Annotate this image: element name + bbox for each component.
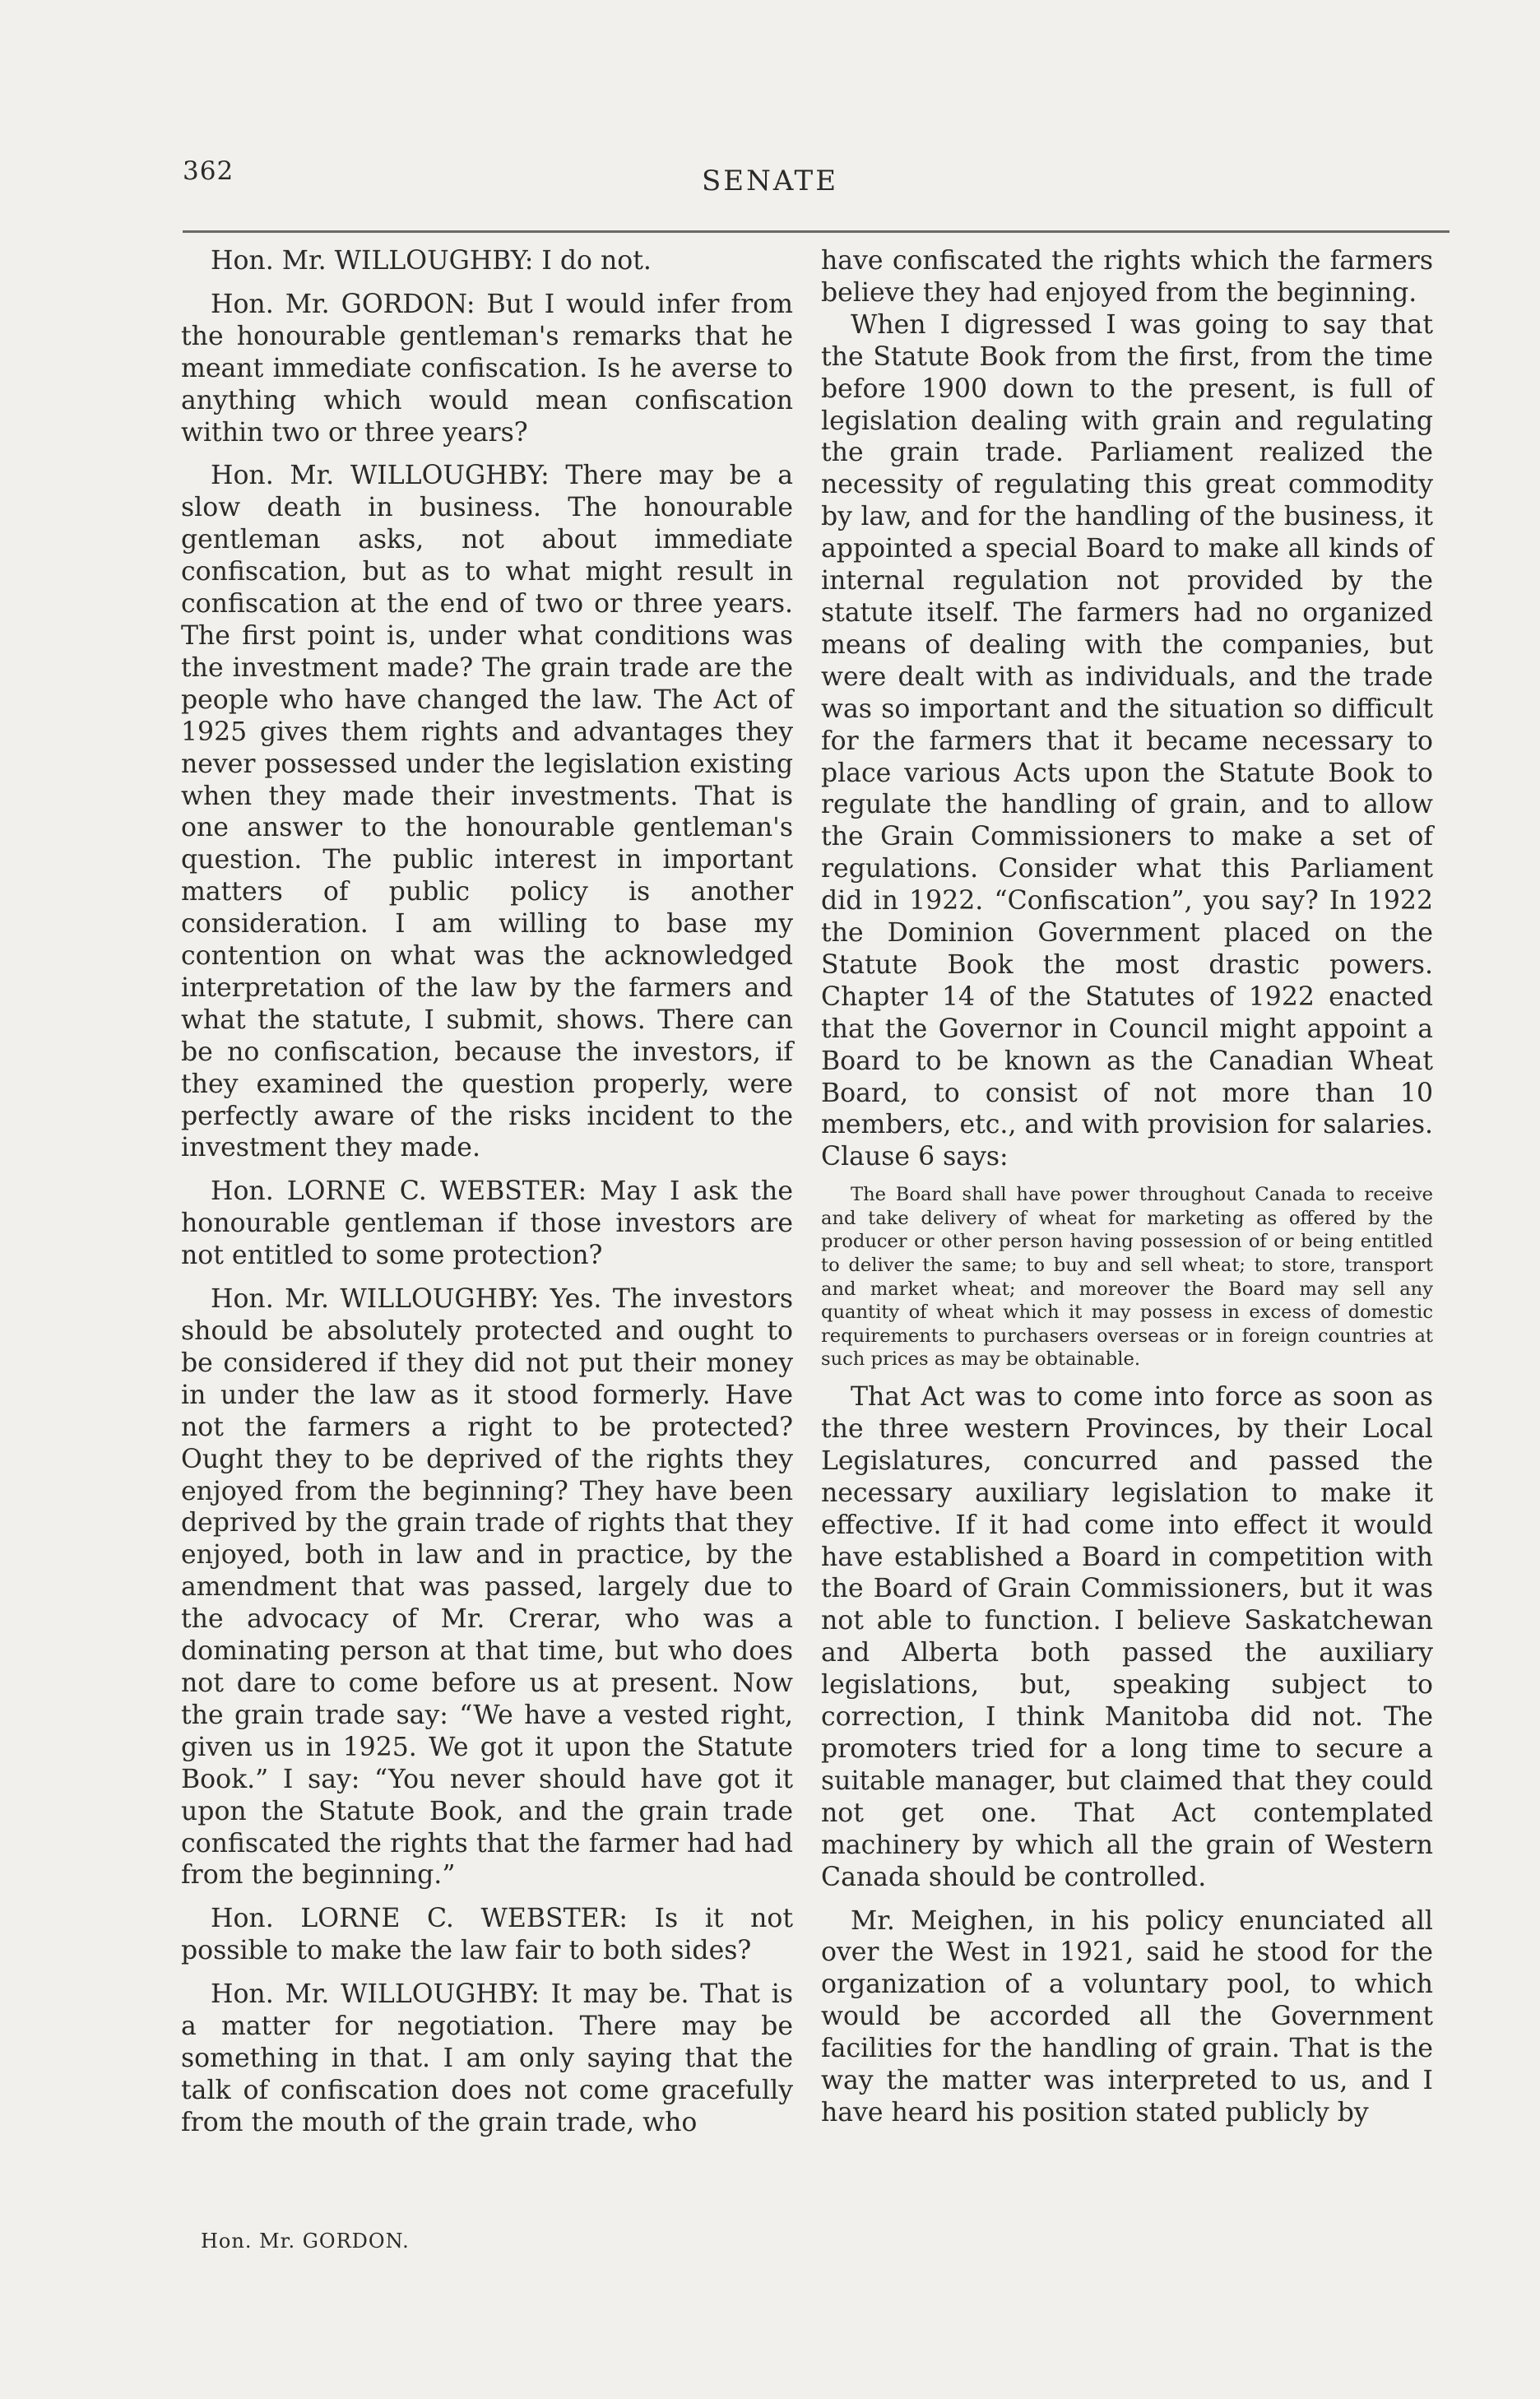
paragraph: Mr. Meighen, in his policy enunciated all over the West in 1921, said he stood for the organization of a voluntary pool, to which would be accorded all the Government facilities for the handling of grain. That is the way the matter was interpreted to us, and I have heard his position stated publicly by (821, 1905, 1433, 2128)
paragraph: That Act was to come into force as soon as the three western Provinces, by their Local Legislatures, concurred and passed the necessary auxiliary legislation to make it effective. If it had come into effect it would have established a Board in competition with the Board of Grain Commissioners, but it was not able to function. I believe Saskatchewan and Alberta both passed the auxiliary legislations, but, speaking subject to correction, I think Manitoba did not. The promoters tried for a long time to secure a suitable manager, but claimed that they could not get one. That Act contemplated machinery by which all the grain of Western Canada should be controlled. (821, 1382, 1433, 1892)
paragraph: Hon. Mr. WILLOUGHBY: Yes. The investors should be absolutely protected and ought to be considered if they did not put their money in under the law as it stood formerly. Have not the farmers a right to be protected? Ought they to be deprived of the rights they enjoyed from the beginning? They have been deprived by the grain trade of rights that they enjoyed, both in law and in practice, by the amendment that was passed, largely due to the advocacy of Mr. Crerar, who was a dominating person at that time, but who does not dare to come before us at present. Now the grain trade say: “We have a vested right, given us in 1925. We got it upon the Statute Book.” I say: “You never should have got it upon the Statute Book, and the grain trade confiscated the rights that the farmer had had from the beginning.” (181, 1284, 793, 1891)
block-quote: The Board shall have power throughout Canada to receive and take delivery of wheat for marketing as offered by the producer or other person having possession of or being entitled to deliver the same; to buy and sell wheat; to store, transport and market wheat; and moreover the Board may sell any quantity of wheat which it may possess in excess of domestic requirements to purchasers overseas or in foreign countries at such prices as may be obtainable. (821, 1184, 1433, 1371)
paragraph: Hon. Mr. WILLOUGHBY: There may be a slow death in business. The honourable gentleman asks, not about immediate confiscation, but as to what might result in confiscation at the end of two or three years. The first point is, under what conditions was the investment made? The grain trade are the people who have changed the law. The Act of 1925 gives them rights and advantages they never possessed under the legislation existing when they made their investments. That is one answer to the honourable gentleman's question. The public interest in important matters of public policy is another consideration. I am willing to base my contention on what was the acknowledged interpretation of the law by the farmers and what the statute, I submit, shows. There can be no confiscation, because the investors, if they examined the question properly, were perfectly aware of the risks incident to the investment they made. (181, 461, 793, 1163)
paragraph: When I digressed I was going to say that the Statute Book from the first, from the time before 1900 down to the present, is full of legislation dealing with grain and regulating the grain trade. Parliament realized the necessity of regulating this great commodity by law, and for the handling of the business, it appointed a special Board to make all kinds of internal regulation not provided by the statute itself. The farmers had no organized means of dealing with the companies, but were dealt with as individuals, and the trade was so important and the situation so difficult for the farmers that it became necessary to place various Acts upon the Statute Book to regulate the handling of grain, and to allow the Grain Commissioners to make a set of regulations. Consider what this Parliament did in 1922. “Confiscation”, you say? In 1922 the Dominion Government placed on the Statute Book the most drastic powers. Chapter 14 of the Statutes of 1922 enacted that the Governor in Council might appoint a Board to be known as the Canadian Wheat Board, to consist of not more than 10 members, etc., and with provision for salaries. Clause 6 says: (821, 309, 1433, 1172)
page-number: 362 (183, 156, 234, 186)
paragraph: Hon. Mr. WILLOUGHBY: It may be. That is a matter for negotiation. There may be something in that. I am only saying that the talk of confiscation does not come gracefully from the mouth of the grain trade, who (181, 1979, 793, 2137)
paragraph: have confiscated the rights which the farmers believe they had enjoyed from the beginning. (821, 246, 1433, 308)
paragraph: Hon. LORNE C. WEBSTER: May I ask the honourable gentleman if those investors are not entitled to some protection? (181, 1176, 793, 1271)
running-head: SENATE (701, 165, 839, 197)
paragraph: Hon. Mr. WILLOUGHBY: I do not. (211, 246, 652, 276)
speaker-footer: Hon. Mr. GORDON. (201, 2230, 410, 2253)
header-rule (183, 230, 1450, 233)
right-column (821, 245, 1433, 2129)
paragraph: Hon. Mr. GORDON: But I would infer from the honourable gentleman's remarks that he meant immediate confiscation. Is he averse to anything which would mean confiscation within two or three years? (181, 289, 793, 448)
paragraph: Hon. LORNE C. WEBSTER: Is it not possible to make the law fair to both sides? (181, 1904, 793, 1966)
left-column (181, 245, 793, 2139)
